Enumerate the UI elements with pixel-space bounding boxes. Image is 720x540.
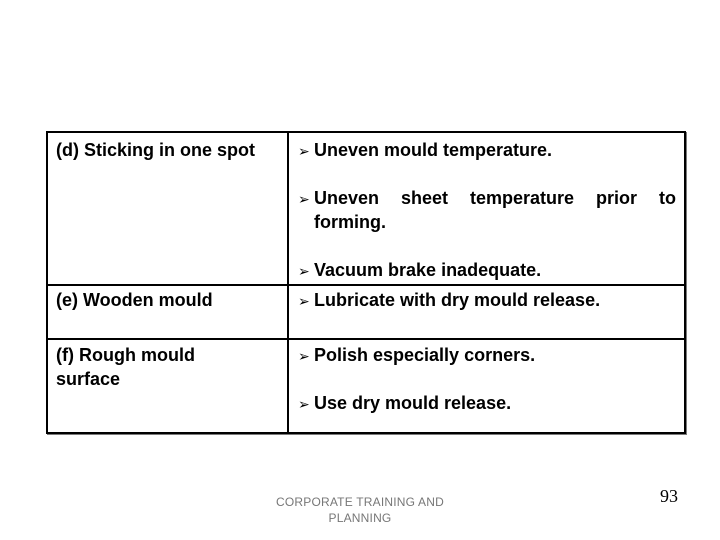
row-label-f xyxy=(56,343,281,391)
bullet-item: ➢ Use dry mould release. xyxy=(298,391,676,417)
row-divider xyxy=(48,284,684,286)
bullet-item: ➢ Uneven mould temperature. xyxy=(298,138,676,164)
remedy-table xyxy=(46,131,686,434)
arrow-bullet-icon: ➢ xyxy=(298,144,310,160)
row-label-d: (d) Sticking in one spot xyxy=(56,140,255,160)
bullet-item: ➢ Lubricate with dry mould release. xyxy=(298,288,676,314)
column-divider xyxy=(287,133,289,432)
row-label-f-line2: surface xyxy=(56,369,121,389)
arrow-bullet-icon: ➢ xyxy=(298,397,310,413)
bullet-item: ➢ Vacuum brake inadequate. xyxy=(298,258,676,284)
bullet-item: ➢ Uneven sheet temperature prior to xyxy=(298,186,676,212)
bullet-item: ➢ Polish especially corners. xyxy=(298,343,676,369)
footer-line2: PLANNING xyxy=(328,511,392,525)
page-number: 93 xyxy=(660,486,678,506)
arrow-bullet-icon: ➢ xyxy=(298,294,310,310)
arrow-bullet-icon: ➢ xyxy=(298,264,310,280)
arrow-bullet-icon: ➢ xyxy=(298,192,310,208)
footer-organization xyxy=(270,494,450,526)
row-divider xyxy=(48,338,684,340)
bullet-continuation: forming. xyxy=(314,212,386,232)
row-label-f-line1: (f) Rough mould xyxy=(56,345,195,365)
arrow-bullet-icon: ➢ xyxy=(298,349,310,365)
row-label-e: (e) Wooden mould xyxy=(56,290,213,310)
footer-line1: CORPORATE TRAINING AND xyxy=(276,495,444,509)
